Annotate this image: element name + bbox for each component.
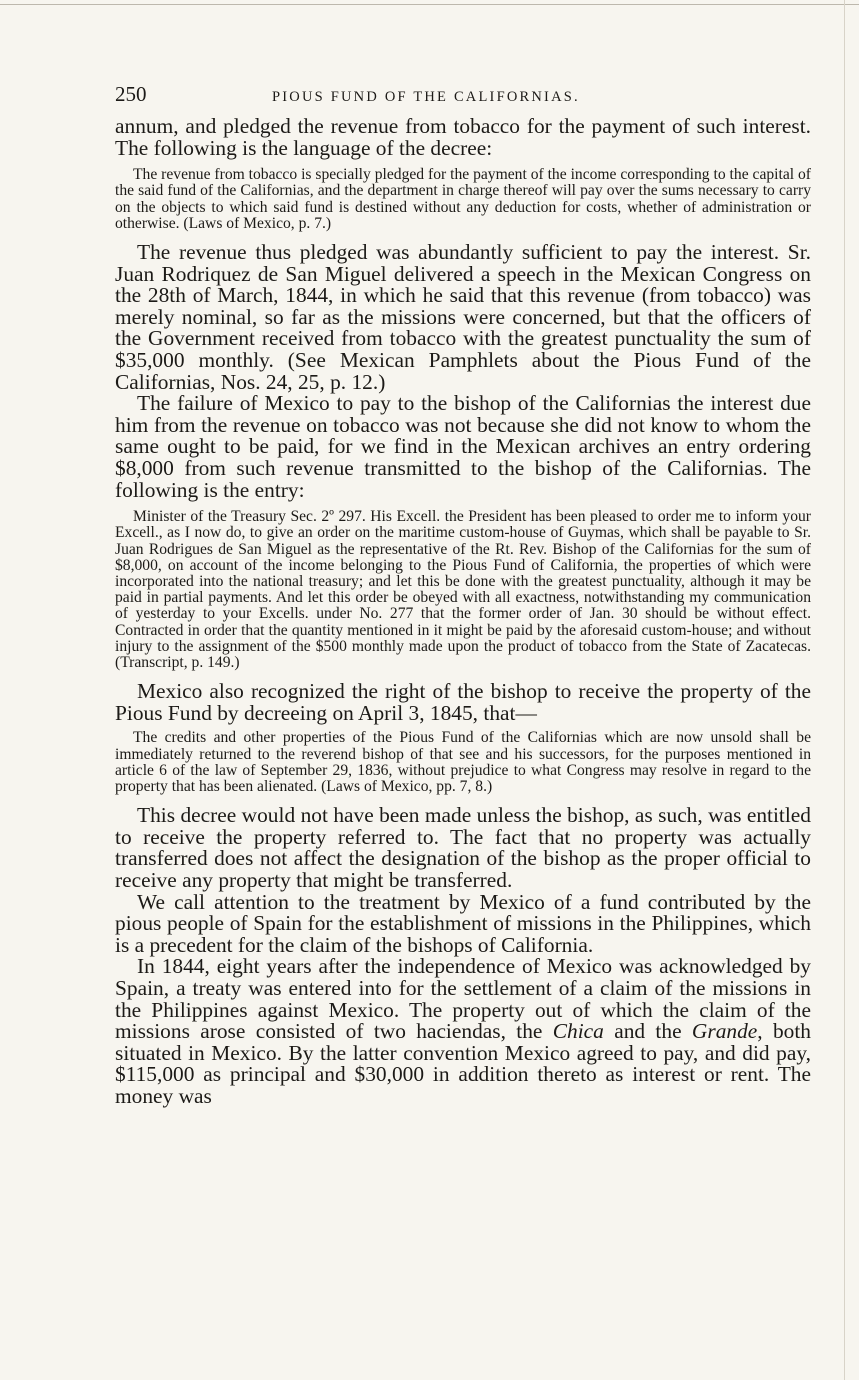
block-quote-april-decree: The credits and other properties of the Pious Fund of the Californias which are now unsold shall be immediately returned to the reverend bishop of that see and his successors, for the purposes mentioned in article 6 of the law of September 29, 1836, without prejudice to what Congress may resolve in regard to the property that has been alienated. (Laws of Mexico, pp. 7, 8.) — [115, 729, 811, 795]
paragraph-4: Mexico also recognized the right of the bishop to receive the property of the Pious Fund by decreeing on April 3, 1845, that— — [115, 679, 811, 725]
paragraph-7 — [115, 956, 811, 1107]
paragraph-6: We call attention to the treatment by Mexico of a fund contributed by the pious people of Spain for the establishment of missions in the Philippines, which is a precedent for the claim of the bishops of California. — [115, 889, 811, 957]
page-edge-line — [844, 0, 845, 1380]
paragraph-1: annum, and pledged the revenue from tobacco for the payment of such interest. The following is the language of the decree: — [115, 114, 811, 160]
hacienda-chica: Chica — [552, 1019, 604, 1044]
paragraph-7-part-a: In 1844, eight years after the independence of Mexico was acknowledged by Spain, a treaty was entered into for the settlement of a claim of the missions in the Philippines against Mexico. The property out of which the claim of the missions arose consisted of two haciendas, the — [115, 954, 811, 1044]
paragraph-7-part-b: and the — [603, 1019, 692, 1044]
document-page — [115, 82, 811, 1107]
paragraph-2: The revenue thus pledged was abundantly sufficient to pay the interest. Sr. Juan Rodriquez de San Miguel delivered a speech in the Mexican Congress on the 28th of March, 1844, in which he said that this revenue (from tobacco) was merely nominal, so far as the missions were concerned, but that the officers of the Government received from tobacco with the greatest punctuality the sum of $35,000 monthly. (See Mexican Pamphlets about the Pious Fund of the Californias, Nos. 24, 25, p. 12.) — [115, 240, 811, 394]
paragraph-7-part-c: , both situated in Mexico. By the latter convention Mexico agreed to pay, and did pay, $115,000 as principal and $30,000 in addition thereto as interest or rent. The money was — [115, 1019, 812, 1108]
page-number: 250 — [115, 82, 147, 106]
running-head — [115, 82, 811, 116]
hacienda-grande: Grande — [691, 1019, 758, 1044]
block-quote-decree: The revenue from tobacco is specially pledged for the payment of the income corresponding to the capital of the said fund of the Californias, and the department in charge thereof will pay over the sums necessary to carry on the objects to which said fund is destined without any deduction for costs, whether of administration or otherwise. (Laws of Mexico, p. 7.) — [115, 166, 811, 232]
paragraph-5: This decree would not have been made unless the bishop, as such, was entitled to receive the property referred to. The fact that no property was actually transferred does not affect the designation of the bishop as the proper official to receive any property that might be transferred. — [115, 803, 811, 892]
running-title: PIOUS FUND OF THE CALIFORNIAS. — [272, 89, 580, 105]
block-quote-treasury-entry: Minister of the Treasury Sec. 2º 297. His Excell. the President has been pleased to order me to inform your Excell., as I now do, to give an order on the maritime custom-house of Guymas, which shall be payable to Sr. Juan Rodrigues de San Miguel as the representative of the Rt. Rev. Bishop of the Californias for the sum of $8,000, on account of the income belonging to the Pious Fund of California, the properties of which were incorporated into the national treasury; and let this be done with the greatest punctuality, although it may be paid in partial payments. And let this order be obeyed with all exactness, notwithstanding my communication of yesterday to your Excells. under No. 277 that the former order of Jan. 30 should be without effect. Contracted in order that the quantity mentioned in it might be paid by the aforesaid custom-house; and without injury to the assignment of the $500 monthly made upon the product of tobacco from the State of Zacatecas. (Transcript, p. 149.) — [115, 508, 811, 671]
top-scan-rule — [0, 0, 859, 5]
paragraph-3: The failure of Mexico to pay to the bishop of the Californias the interest due him from the revenue on tobacco was not because she did not know to whom the same ought to be paid, for we find in the Mexican archives an entry ordering $8,000 from such revenue transmitted to the bishop of the Californias. The following is the entry: — [115, 391, 811, 502]
